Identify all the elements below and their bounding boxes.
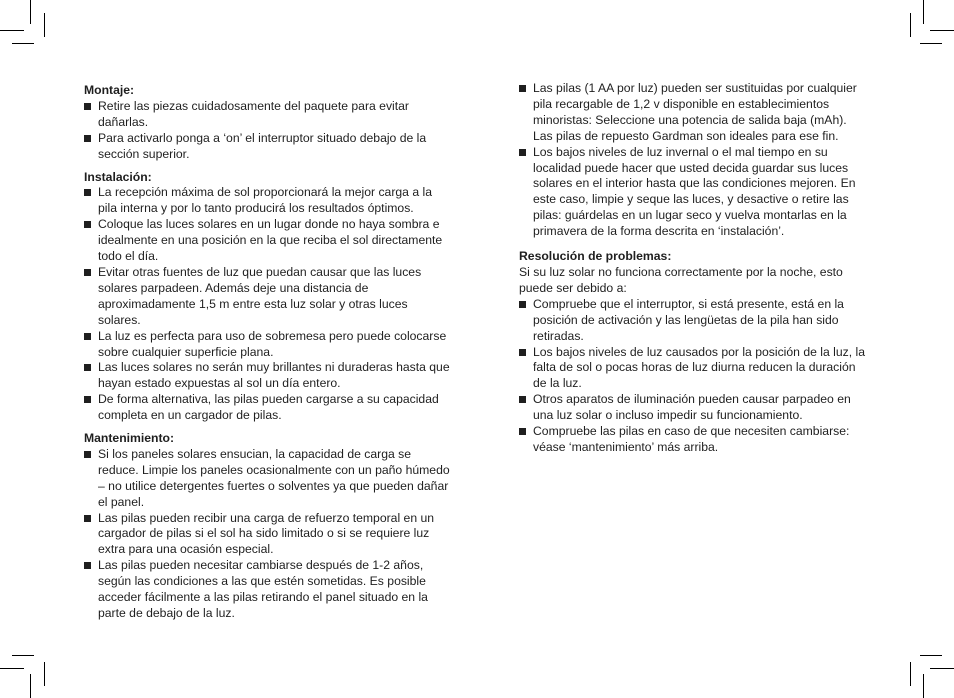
list-item: Las pilas (1 AA por luz) pueden ser sustituidas por cualquier pila recargable de 1,2 v disponible en establecimientos minoristas: Seleccione una potencia de salida baja (mAh). Las pilas de repuesto Gardman son ideales para ese fin.	[519, 81, 869, 145]
list-item: Si los paneles solares ensucian, la capacidad de carga se reduce. Limpie los paneles ocasionalmente con un paño húmedo – no utilice detergentes fuertes o solventes ya que pueden dañar el panel.	[84, 447, 450, 511]
list-item: La luz es perfecta para uso de sobremesa pero puede colocarse sobre cualquier superficie plana.	[84, 329, 450, 361]
section-heading: Mantenimiento:	[84, 431, 175, 446]
bullet-list	[84, 185, 450, 424]
crop-mark	[923, 0, 924, 24]
list-item: Evitar otras fuentes de luz que puedan causar que las luces solares parpadeen. Además deje una distancia de aproximadamente 1,5 m entre esta luz solar y otras luces solares.	[84, 265, 450, 329]
crop-mark	[920, 43, 942, 44]
section-mantenimiento	[84, 431, 450, 622]
crop-mark	[910, 13, 911, 37]
list-item: De forma alternativa, las pilas pueden cargarse a su capacidad completa en un cargador de pilas.	[84, 392, 450, 424]
list-item: Las pilas pueden necesitar cambiarse después de 1-2 años, según las condiciones a las que estén sometidas. Es posible acceder fácilmente a las pilas retirando el panel situado en la parte de debajo de la luz.	[84, 558, 450, 622]
list-item: Los bajos niveles de luz invernal o el mal tiempo en su localidad puede hacer que usted decida guardar sus luces solares en el interior hasta que las condiciones mejoren. En este caso, limpie y seque las luces, y desactive o retire las pilas: guárdelas en un lugar seco y vuelva montarlas en la primavera de la forma descrita en ‘instalación’.	[519, 145, 869, 240]
crop-mark	[44, 13, 45, 37]
left-column	[84, 83, 450, 629]
crop-mark	[12, 655, 34, 656]
crop-mark	[12, 43, 34, 44]
bullet-list	[519, 297, 869, 456]
section-heading: Instalación:	[84, 169, 152, 184]
section-heading: Montaje:	[84, 83, 135, 97]
list-item: Retire las piezas cuidadosamente del paquete para evitar dañarlas.	[84, 99, 450, 131]
list-item: Para activarlo ponga a ‘on’ el interruptor situado debajo de la sección superior.	[84, 131, 450, 163]
section-heading: Resolución de problemas:	[519, 249, 672, 264]
crop-mark	[920, 655, 942, 656]
crop-mark	[0, 30, 24, 31]
bullet-list	[84, 99, 450, 163]
crop-mark	[30, 674, 31, 698]
list-item: Otros aparatos de iluminación pueden causar parpadeo en una luz solar o incluso impedir su funcionamiento.	[519, 392, 869, 424]
section-instalacion	[84, 170, 450, 425]
crop-mark	[930, 30, 954, 31]
list-item: La recepción máxima de sol proporcionará la mejor carga a la pila interna y por lo tanto producirá los resultados óptimos.	[84, 185, 450, 217]
list-item: Las luces solares no serán muy brillantes ni duraderas hasta que hayan estado expuestas al sol un día entero.	[84, 360, 450, 392]
bullet-list	[84, 447, 450, 622]
list-item: Coloque las luces solares en un lugar donde no haya sombra e idealmente en una posición en la que reciba el sol directamente todo el día.	[84, 217, 450, 265]
intro-paragraph: Si su luz solar no funciona correctamente por la noche, esto puede ser debido a:	[519, 264, 843, 295]
right-column	[519, 81, 869, 463]
bullet-list	[519, 81, 869, 240]
crop-mark	[0, 668, 24, 669]
crop-mark	[930, 668, 954, 669]
crop-mark	[923, 674, 924, 698]
crop-mark	[44, 662, 45, 686]
crop-mark	[910, 662, 911, 686]
list-item: Compruebe que el interruptor, si está presente, está en la posición de activación y las lengüetas de la pila han sido retiradas.	[519, 297, 869, 345]
section-montaje	[84, 83, 450, 163]
crop-mark	[30, 0, 31, 24]
list-item: Los bajos niveles de luz causados por la posición de la luz, la falta de sol o pocas horas de luz diurna reducen la duración de la luz.	[519, 345, 869, 393]
section-pilas	[519, 81, 869, 240]
list-item: Compruebe las pilas en caso de que necesiten cambiarse: véase ‘mantenimiento’ más arriba.	[519, 424, 869, 456]
section-resolucion	[519, 249, 869, 456]
list-item: Las pilas pueden recibir una carga de refuerzo temporal en un cargador de pilas si el sol ha sido limitado o si se requiere luz extra para una ocasión especial.	[84, 511, 450, 559]
